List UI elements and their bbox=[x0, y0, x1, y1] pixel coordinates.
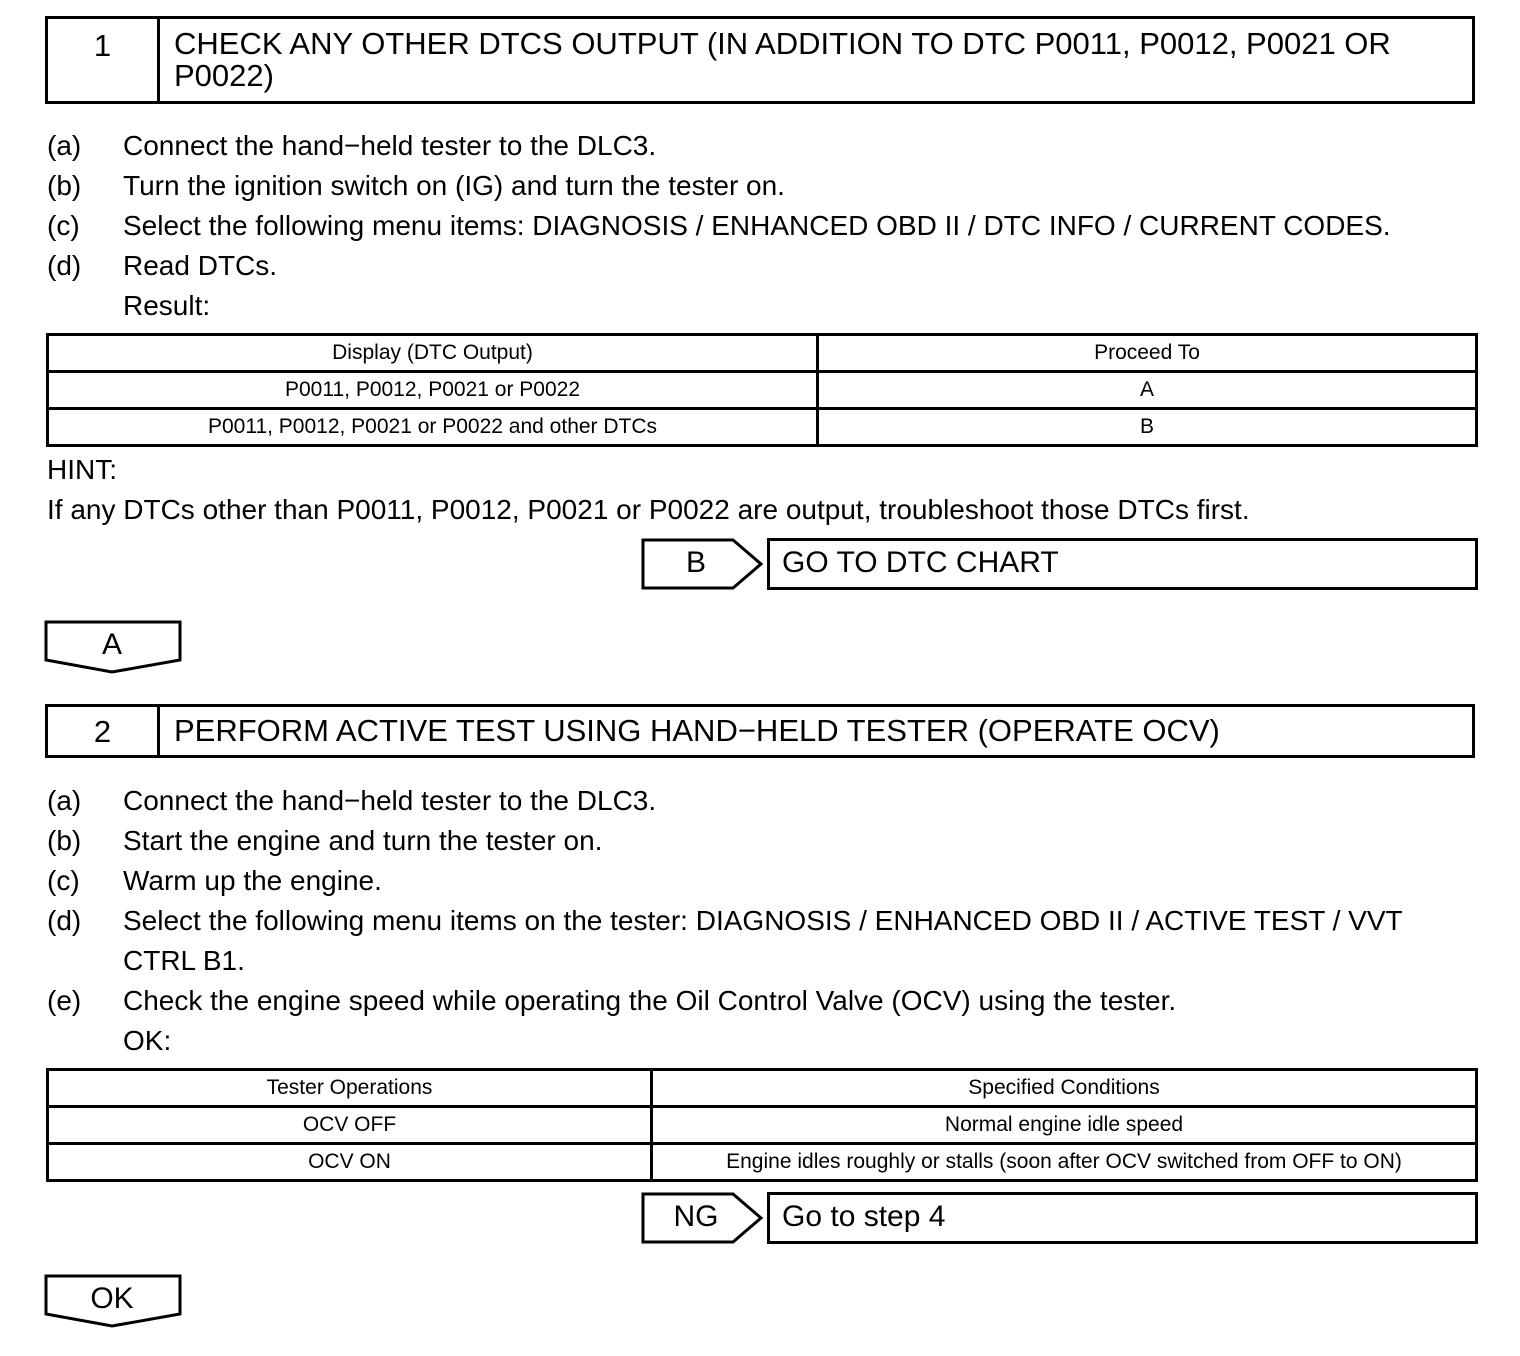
table-row bbox=[48, 409, 1477, 446]
branch-b-jump[interactable] bbox=[641, 538, 1478, 590]
hint-block bbox=[47, 450, 1250, 530]
hint-label: HINT: bbox=[47, 454, 117, 485]
item-text: Start the engine and turn the tester on. bbox=[123, 825, 603, 856]
item-letter: (a) bbox=[47, 785, 82, 816]
item-letter: (c) bbox=[47, 865, 80, 896]
next-step-label: OK bbox=[90, 1282, 134, 1315]
branch-ng-jump[interactable] bbox=[641, 1192, 1478, 1244]
step-2-instructions bbox=[47, 781, 1487, 1061]
item-letter: (d) bbox=[47, 905, 82, 936]
item-text: Select the following menu items: DIAGNOSIS / ENHANCED OBD II / DTC INFO / CURRENT CODES. bbox=[123, 210, 1391, 241]
list-item bbox=[47, 901, 1487, 981]
branch-target-box[interactable]: Go to step 4 bbox=[767, 1192, 1478, 1244]
item-text: Warm up the engine. bbox=[123, 865, 382, 896]
table-cell: Engine idles roughly or stalls (soon after OCV switched from OFF to ON) bbox=[652, 1144, 1477, 1181]
item-letter: (b) bbox=[47, 825, 82, 856]
condition-table bbox=[46, 1068, 1478, 1182]
table-cell: P0011, P0012, P0021 or P0022 and other DTCs bbox=[48, 409, 818, 446]
branch-target-box[interactable]: GO TO DTC CHART bbox=[767, 538, 1478, 590]
table-cell: OCV OFF bbox=[48, 1107, 652, 1144]
step-2-number: 2 bbox=[48, 707, 160, 755]
result-label: Result: bbox=[123, 290, 211, 321]
step-1-number: 1 bbox=[48, 19, 160, 101]
item-letter: (d) bbox=[47, 250, 82, 281]
list-item bbox=[47, 166, 1487, 206]
table-header-cell: Specified Conditions bbox=[652, 1070, 1477, 1107]
item-letter: (e) bbox=[47, 985, 82, 1016]
item-text: Read DTCs. bbox=[123, 250, 278, 281]
step-1-header bbox=[45, 16, 1475, 104]
item-letter: (b) bbox=[47, 170, 82, 201]
next-step-a-tag[interactable] bbox=[44, 620, 184, 674]
item-text: Turn the ignition switch on (IG) and turn the tester on. bbox=[123, 170, 785, 201]
table-header-cell: Display (DTC Output) bbox=[48, 335, 818, 372]
hint-text: If any DTCs other than P0011, P0012, P0021 or P0022 are output, troubleshoot those DTCs first. bbox=[47, 494, 1250, 525]
list-item bbox=[47, 781, 1487, 821]
table-row bbox=[48, 1144, 1477, 1181]
step-1-instructions bbox=[47, 126, 1487, 326]
table-header-row bbox=[48, 335, 1477, 372]
step-2-header bbox=[45, 704, 1475, 758]
item-text: Connect the hand−held tester to the DLC3. bbox=[123, 785, 657, 816]
list-item bbox=[47, 821, 1487, 861]
table-cell: P0011, P0012, P0021 or P0022 bbox=[48, 372, 818, 409]
next-step-label: A bbox=[101, 628, 122, 661]
branch-label: B bbox=[685, 546, 706, 579]
ok-label: OK: bbox=[123, 1025, 172, 1056]
table-cell: Normal engine idle speed bbox=[652, 1107, 1477, 1144]
result-table bbox=[46, 333, 1478, 447]
item-letter: (c) bbox=[47, 210, 80, 241]
table-header-row bbox=[48, 1070, 1477, 1107]
item-letter: (a) bbox=[47, 130, 82, 161]
item-text: Check the engine speed while operating the Oil Control Valve (OCV) using the tester. bbox=[123, 985, 1177, 1016]
list-item bbox=[47, 206, 1487, 246]
list-item bbox=[47, 861, 1487, 901]
item-text: Connect the hand−held tester to the DLC3. bbox=[123, 130, 657, 161]
table-row bbox=[48, 1107, 1477, 1144]
table-cell: A bbox=[818, 372, 1477, 409]
branch-label: NG bbox=[673, 1200, 719, 1233]
list-item bbox=[47, 126, 1487, 166]
next-step-ok-tag[interactable] bbox=[44, 1274, 184, 1328]
step-2-title: PERFORM ACTIVE TEST USING HAND−HELD TESTER (OPERATE OCV) bbox=[174, 713, 1220, 748]
table-header-cell: Tester Operations bbox=[48, 1070, 652, 1107]
list-item bbox=[47, 246, 1487, 286]
table-cell: B bbox=[818, 409, 1477, 446]
list-item bbox=[47, 981, 1487, 1021]
table-cell: OCV ON bbox=[48, 1144, 652, 1181]
table-row bbox=[48, 372, 1477, 409]
step-1-title: CHECK ANY OTHER DTCS OUTPUT (IN ADDITION TO DTC P0011, P0012, P0021 OR P0022) bbox=[174, 26, 1391, 93]
item-text: Select the following menu items on the tester: DIAGNOSIS / ENHANCED OBD II / ACTIVE TEST / VVT CTRL B1. bbox=[123, 905, 1403, 976]
table-header-cell: Proceed To bbox=[818, 335, 1477, 372]
